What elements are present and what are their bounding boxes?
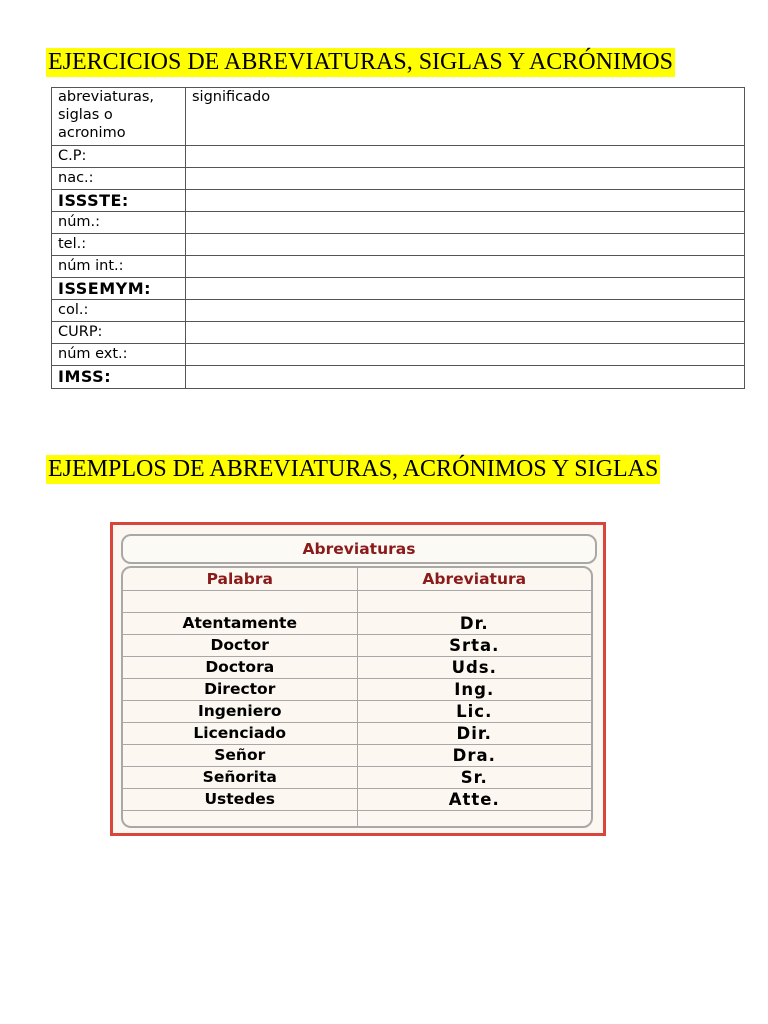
word-cell: Señorita: [123, 767, 357, 789]
term-cell: núm int.:: [52, 256, 186, 278]
word-cell: Director: [123, 679, 357, 701]
table-row: [123, 613, 591, 635]
term-cell: C.P:: [52, 146, 186, 168]
table-header-row: [123, 568, 591, 591]
exercise-title: EJERCICIOS DE ABREVIATURAS, SIGLAS Y ACRÓNIMOS: [48, 49, 673, 75]
column-header-term: abreviaturas, siglas o acronimo: [52, 88, 186, 146]
abbreviation-cell: Srta.: [357, 635, 591, 657]
abbreviation-cell: Sr.: [357, 767, 591, 789]
meaning-cell[interactable]: [186, 234, 745, 256]
word-cell: Atentamente: [123, 613, 357, 635]
meaning-cell[interactable]: [186, 366, 745, 389]
abbreviation-cell: Atte.: [357, 789, 591, 811]
term-cell: núm ext.:: [52, 344, 186, 366]
table-row: [123, 701, 591, 723]
word-cell: Licenciado: [123, 723, 357, 745]
abbreviation-cell: Dir.: [357, 723, 591, 745]
table-row: [123, 635, 591, 657]
table-row: [123, 723, 591, 745]
table-row: [123, 679, 591, 701]
word-cell: Doctor: [123, 635, 357, 657]
meaning-cell[interactable]: [186, 322, 745, 344]
table-row: [52, 322, 745, 344]
meaning-cell[interactable]: [186, 344, 745, 366]
table-row: [123, 591, 591, 613]
term-cell: ISSSTE:: [52, 190, 186, 212]
term-cell: tel.:: [52, 234, 186, 256]
abbreviations-table: [121, 566, 593, 828]
table-row: [52, 212, 745, 234]
examples-title: EJEMPLOS DE ABREVIATURAS, ACRÓNIMOS Y SIGLAS: [48, 456, 659, 482]
word-cell: Ustedes: [123, 789, 357, 811]
meaning-cell[interactable]: [186, 168, 745, 190]
exercise-table: [51, 87, 745, 389]
term-cell: núm.:: [52, 212, 186, 234]
table-row: [123, 745, 591, 767]
term-cell: nac.:: [52, 168, 186, 190]
table-row: [52, 256, 745, 278]
table-row: [52, 168, 745, 190]
table-row: [123, 811, 591, 829]
table-row: [123, 657, 591, 679]
column-header-word: Palabra: [123, 568, 357, 591]
abbreviation-cell: Dra.: [357, 745, 591, 767]
meaning-cell[interactable]: [186, 190, 745, 212]
meaning-cell[interactable]: [186, 212, 745, 234]
abbreviation-cell: [357, 811, 591, 829]
abbreviation-cell: [357, 591, 591, 613]
table-row: [52, 366, 745, 389]
term-cell: col.:: [52, 300, 186, 322]
meaning-cell[interactable]: [186, 300, 745, 322]
column-header-abbreviation: Abreviatura: [357, 568, 591, 591]
abbreviation-cell: Ing.: [357, 679, 591, 701]
abbreviations-card: [110, 522, 606, 836]
word-cell: Señor: [123, 745, 357, 767]
term-cell: IMSS:: [52, 366, 186, 389]
column-header-meaning: significado: [186, 88, 745, 146]
abbreviation-cell: Lic.: [357, 701, 591, 723]
table-row: [123, 789, 591, 811]
table-row: [123, 767, 591, 789]
card-title: Abreviaturas: [121, 534, 597, 564]
table-header-row: [52, 88, 745, 146]
word-cell: Doctora: [123, 657, 357, 679]
abbreviation-cell: Uds.: [357, 657, 591, 679]
table-row: [52, 344, 745, 366]
meaning-cell[interactable]: [186, 278, 745, 300]
term-cell: ISSEMYM:: [52, 278, 186, 300]
table-row: [52, 300, 745, 322]
table-row: [52, 234, 745, 256]
meaning-cell[interactable]: [186, 146, 745, 168]
word-cell: Ingeniero: [123, 701, 357, 723]
word-cell: [123, 591, 357, 613]
word-cell: [123, 811, 357, 829]
table-row: [52, 146, 745, 168]
meaning-cell[interactable]: [186, 256, 745, 278]
table-row: [52, 278, 745, 300]
term-cell: CURP:: [52, 322, 186, 344]
abbreviation-cell: Dr.: [357, 613, 591, 635]
table-row: [52, 190, 745, 212]
